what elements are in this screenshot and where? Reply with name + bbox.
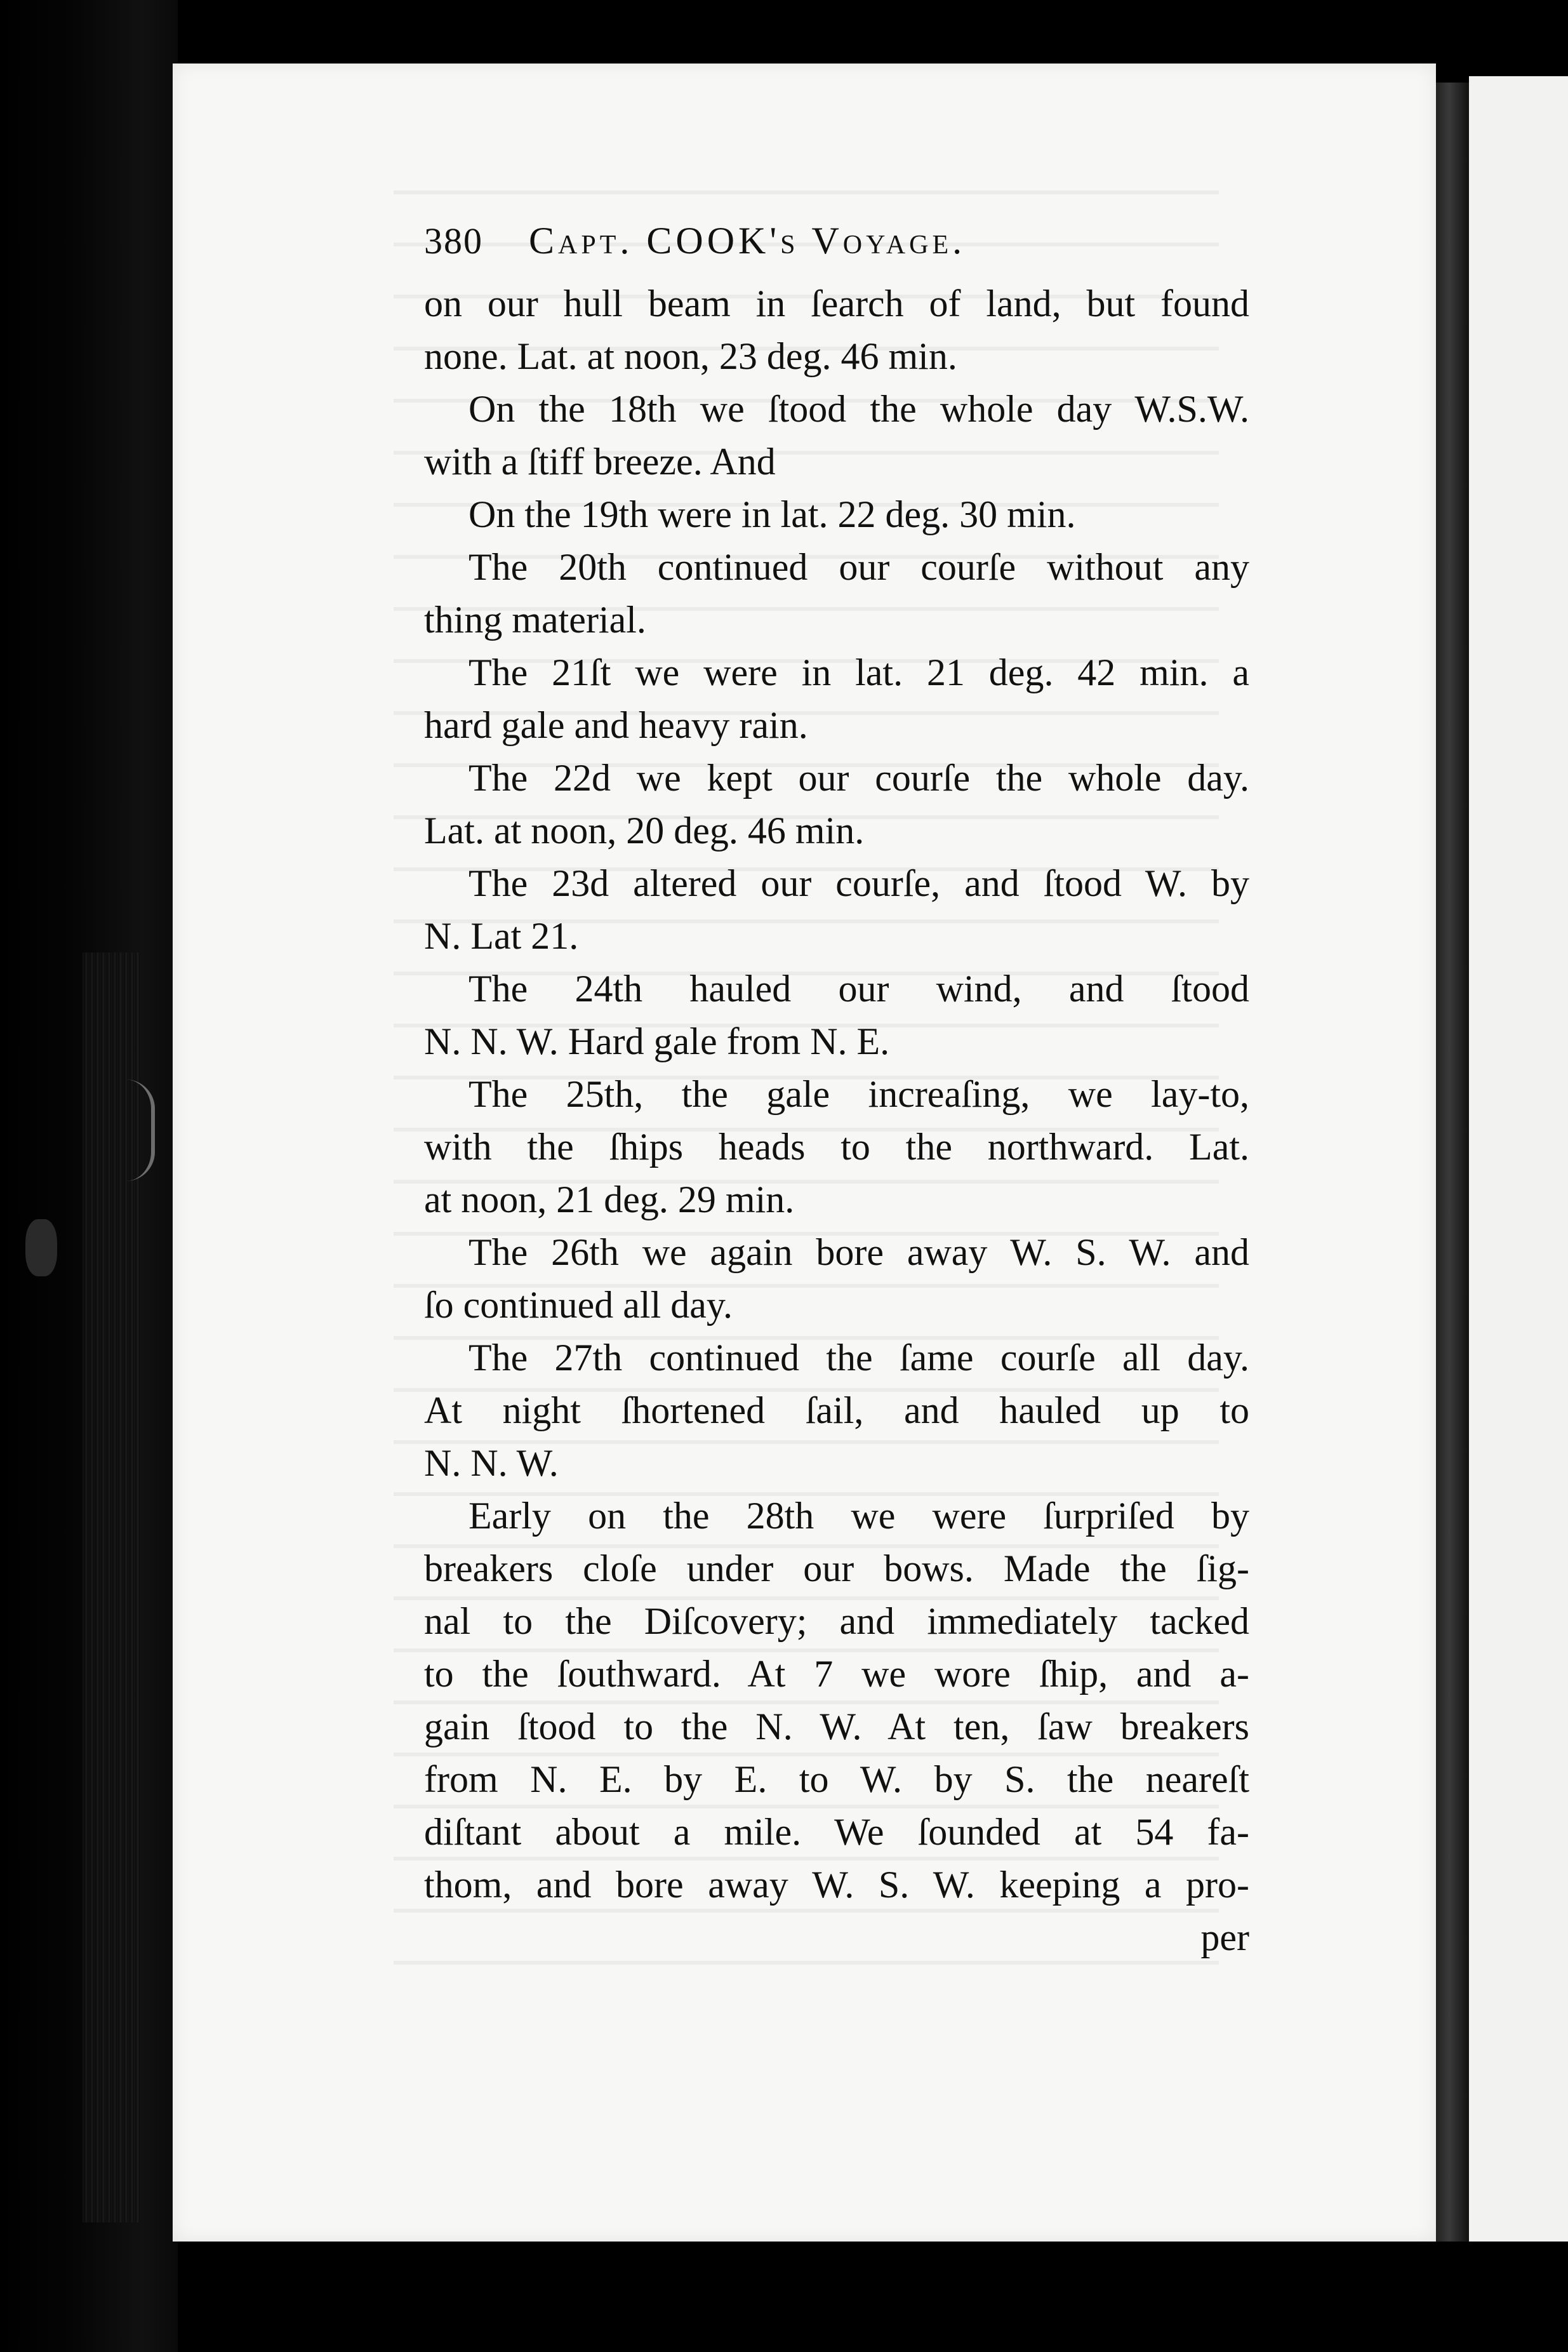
page-text-block: [424, 219, 1249, 1964]
text-line: to the ſouthward. At 7 we wore ſhip, and a-: [424, 1653, 1249, 1695]
text-line: with the ſhips heads to the northward. Lat.: [424, 1126, 1249, 1168]
text-line: diſtant about a mile. We ſounded at 54 fa-: [424, 1811, 1249, 1853]
text-line: Early on the 28th we were ſurpriſed by: [468, 1495, 1249, 1537]
text-line: The 23d altered our courſe, and ſtood W. by: [468, 862, 1249, 904]
page-number: 380: [424, 220, 483, 262]
text-line: The 25th, the gale increaſing, we lay-to,: [468, 1073, 1249, 1115]
book-spine-edge: [1436, 83, 1469, 2242]
text-line: ſo continued all day.: [424, 1284, 733, 1326]
text-line: The 22d we kept our courſe the whole day.: [468, 757, 1249, 799]
text-line: gain ſtood to the N. W. At ten, ſaw breakers: [424, 1706, 1249, 1747]
text-line: on our hull beam in ſearch of land, but found: [424, 283, 1249, 324]
text-line: On the 18th we ſtood the whole day W.S.W.: [468, 388, 1249, 430]
text-line: hard gale and heavy rain.: [424, 704, 808, 746]
text-line: N. Lat 21.: [424, 915, 579, 957]
text-line: thom, and bore away W. S. W. keeping a pro-: [424, 1864, 1249, 1906]
text-line: Lat. at noon, 20 deg. 46 min.: [424, 810, 865, 852]
running-head: [424, 219, 1249, 277]
running-title: Capt. COOK's Voyage.: [529, 220, 966, 262]
text-line: from N. E. by E. to W. by S. the neareſt: [424, 1758, 1249, 1800]
text-line: none. Lat. at noon, 23 deg. 46 min.: [424, 335, 957, 377]
text-line: The 21ſt we were in lat. 21 deg. 42 min. a: [468, 651, 1249, 693]
text-line: thing material.: [424, 599, 646, 641]
text-line: at noon, 21 deg. 29 min.: [424, 1179, 795, 1220]
text-line: N. N. W. Hard gale from N. E.: [424, 1020, 890, 1062]
text-line: On the 19th were in lat. 22 deg. 30 min.: [468, 493, 1076, 535]
text-line: The 20th continued our courſe without any: [468, 546, 1249, 588]
text-line: The 26th we again bore away W. S. W. and: [468, 1231, 1249, 1273]
text-line: breakers cloſe under our bows. Made the ſig-: [424, 1547, 1249, 1589]
text-line: N. N. W.: [424, 1442, 559, 1484]
text-line: The 24th hauled our wind, and ſtood: [468, 968, 1249, 1010]
text-line: nal to the Diſcovery; and immediately tacked: [424, 1600, 1249, 1642]
catchword: per: [1200, 1916, 1249, 1958]
text-line: The 27th continued the ſame courſe all day.: [468, 1337, 1249, 1379]
page-curl-mark: [126, 1079, 155, 1181]
body-text: [424, 277, 1249, 1911]
margin-blot: [25, 1219, 57, 1276]
text-line: At night ſhortened ſail, and hauled up to: [424, 1389, 1249, 1431]
text-line: with a ſtiff breeze. And: [424, 441, 776, 483]
facing-page-edge: [1469, 76, 1568, 2242]
